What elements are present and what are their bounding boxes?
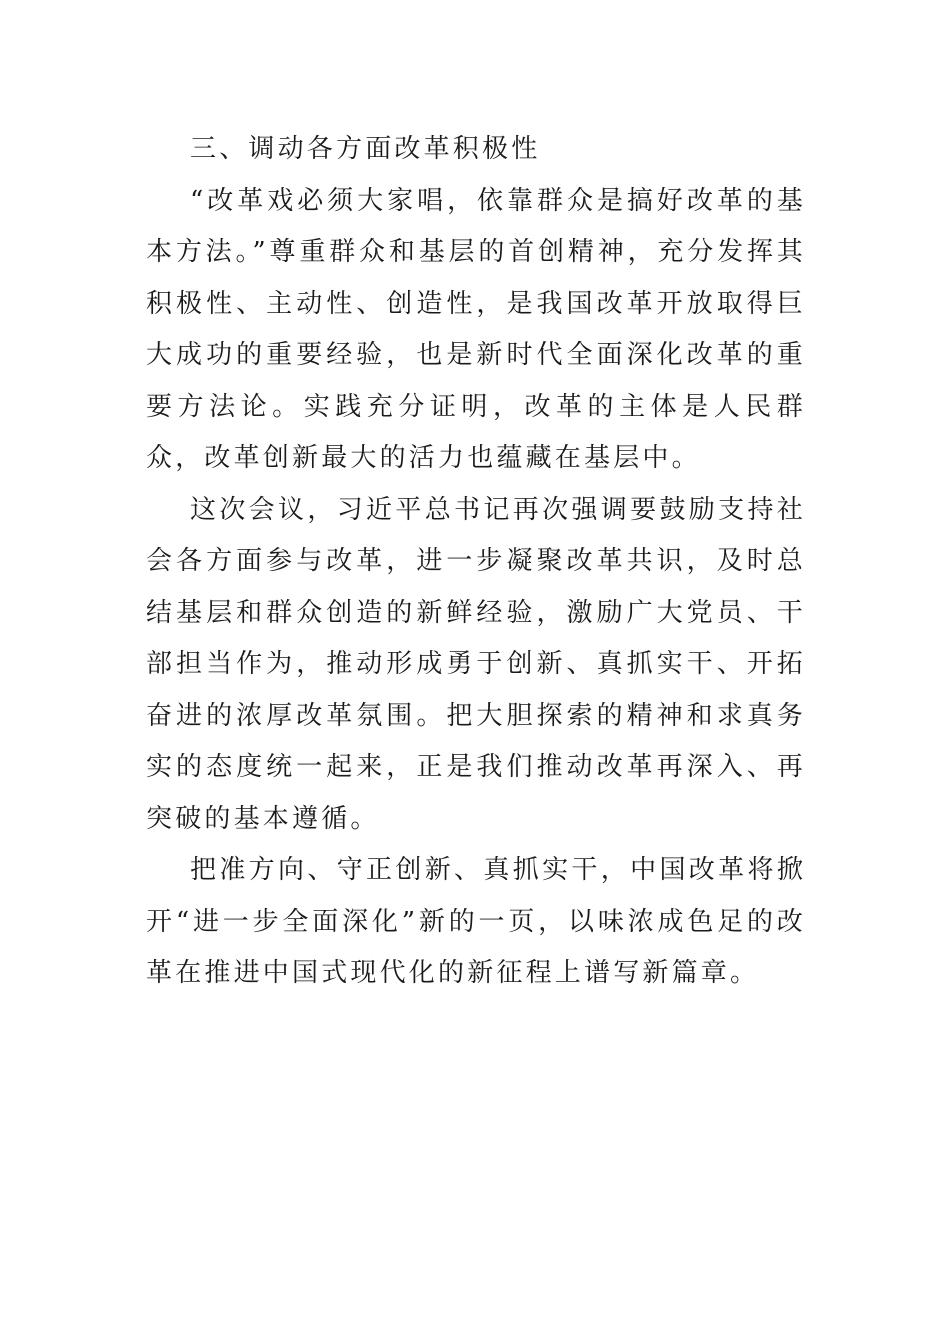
paragraph-1: “改革戏必须大家唱，依靠群众是搞好改革的基本方法。”尊重群众和基层的首创精神，充分发挥其积极性、主动性、创造性，是我国改革开放取得巨大成功的重要经验，也是新时代全面深化改革的重要方法论。实践充分证明，改革的主体是人民群众，改革创新最大的活力也蕴藏在基层中。	[146, 185, 806, 473]
paragraph-2: 这次会议，习近平总书记再次强调要鼓励支持社会各方面参与改革，进一步凝聚改革共识，及时总结基层和群众创造的新鲜经验，激励广大党员、干部担当作为，推动形成勇于创新、真抓实干、开拓奋进的浓厚改革氛围。把大胆探索的精神和求真务实的态度统一起来，正是我们推动改革再深入、再突破的基本遵循。	[146, 494, 806, 834]
paragraph-3: 把准方向、守正创新、真抓实干，中国改革将掀开“进一步全面深化”新的一页，以味浓成色足的改革在推进中国式现代化的新征程上谱写新篇章。	[146, 855, 806, 988]
section-heading: 三、调动各方面改革积极性	[190, 134, 541, 164]
document-body	[146, 124, 806, 1000]
